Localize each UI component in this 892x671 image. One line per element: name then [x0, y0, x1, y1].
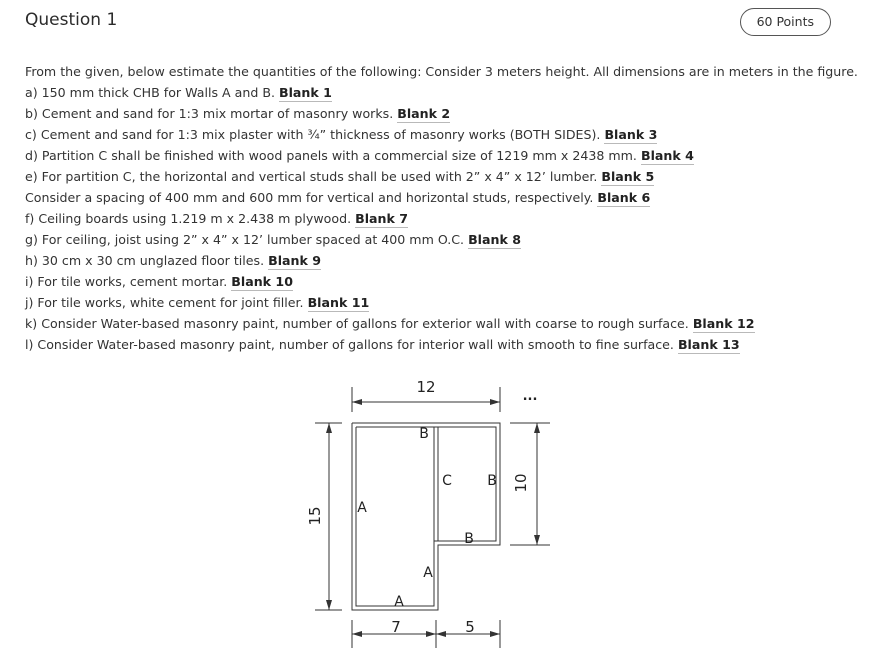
- arrow-bottom-mid-r: [436, 631, 446, 637]
- arrow-top-right: [490, 399, 500, 405]
- dim-bottom-right-label: 5: [465, 618, 475, 636]
- blank-field[interactable]: Blank 6: [597, 190, 651, 205]
- dim-left-label: 15: [306, 506, 324, 526]
- item-text: l) Consider Water-based masonry paint, number of gallons for interior wall with smooth to fine surface.: [25, 337, 674, 352]
- dim-top-label: 12: [416, 378, 436, 396]
- wall-label-b-right: B: [487, 473, 497, 489]
- blank-field[interactable]: Blank 8: [468, 232, 521, 247]
- arrow-left-bottom: [326, 600, 332, 610]
- wall-label-a-bottom: A: [394, 594, 404, 610]
- item-text: c) Cement and sand for 1:3 mix plaster with ¾” thickness of masonry works (BOTH SIDES).: [25, 127, 601, 142]
- blank-field[interactable]: Blank 1: [278, 85, 332, 100]
- arrow-left-top: [326, 423, 332, 433]
- wall-label-a-left: A: [357, 500, 367, 516]
- arrow-bottom-mid-l: [426, 631, 436, 637]
- item-text: b) Cement and sand for 1:3 mix mortar of masonry works.: [25, 106, 394, 121]
- blank-field[interactable]: Blank 13: [677, 337, 740, 352]
- arrow-bottom-right: [490, 631, 500, 637]
- item-text: Consider a spacing of 400 mm and 600 mm for vertical and horizontal studs, respectively.: [25, 190, 594, 205]
- wall-label-b-inner: B: [464, 531, 474, 547]
- blank-field[interactable]: Blank 4: [640, 148, 694, 163]
- blank-field[interactable]: Blank 3: [604, 127, 658, 142]
- item-text: d) Partition C shall be finished with wood panels with a commercial size of 1219 mm x 2438 mm.: [25, 148, 637, 163]
- item-text: e) For partition C, the horizontal and vertical studs shall be used with 2” x 4” x 12’ lumber.: [25, 169, 598, 184]
- item-text: f) Ceiling boards using 1.219 m x 2.438 m plywood.: [25, 211, 352, 226]
- arrow-right-bottom: [534, 535, 540, 545]
- item-text: g) For ceiling, joist using 2” x 4” x 12’ lumber spaced at 400 mm O.C.: [25, 232, 465, 247]
- blank-field[interactable]: Blank 2: [397, 106, 451, 121]
- dim-bottom-left-label: 7: [391, 618, 401, 636]
- outer-wall-line: [352, 423, 500, 610]
- wall-label-a-inner: A: [423, 565, 433, 581]
- blank-field[interactable]: Blank 9: [268, 253, 322, 268]
- points-badge: 60 Points: [740, 8, 831, 36]
- arrow-top-left: [352, 399, 362, 405]
- arrow-bottom-left: [352, 631, 362, 637]
- blank-field[interactable]: Blank 5: [601, 169, 655, 184]
- blank-field[interactable]: Blank 12: [692, 316, 755, 331]
- more-options-icon[interactable]: ...: [522, 389, 538, 404]
- dim-right-label: 10: [512, 473, 530, 493]
- item-text: a) 150 mm thick CHB for Walls A and B.: [25, 85, 275, 100]
- blank-field[interactable]: Blank 10: [231, 274, 293, 289]
- arrow-right-top: [534, 423, 540, 433]
- item-text: j) For tile works, white cement for joint filler.: [25, 295, 304, 310]
- question-title: Question 1: [25, 10, 118, 30]
- item-text: h) 30 cm x 30 cm unglazed floor tiles.: [25, 253, 265, 268]
- item-text: k) Consider Water-based masonry paint, number of gallons for exterior wall with coarse to rough surface.: [25, 316, 689, 331]
- blank-field[interactable]: Blank 7: [355, 211, 409, 226]
- item-text: i) For tile works, cement mortar.: [25, 274, 228, 289]
- blank-field[interactable]: Blank 11: [307, 295, 370, 310]
- wall-label-b-top: B: [419, 426, 429, 442]
- intro-text: From the given, below estimate the quantities of the following: Consider 3 meters height. All dimensions are in meters in the figure.: [25, 64, 858, 79]
- wall-label-c: C: [442, 473, 452, 489]
